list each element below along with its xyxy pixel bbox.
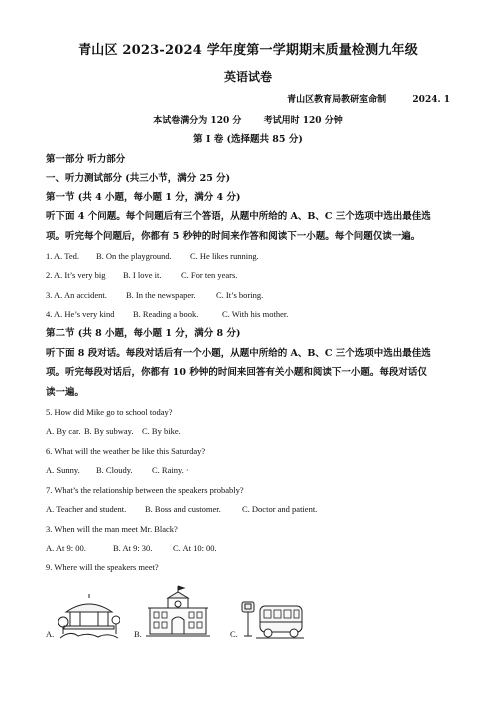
exam-date: 2024. 1 [412,95,450,105]
option-c: C. By bike. [142,426,181,436]
question-6-options [46,466,189,475]
question-8-options [46,544,217,553]
part-title: 第一部分 听力部分 [46,154,126,165]
question-row-4 [46,310,288,319]
question-5-stem: 5. How did Mike go to school today? [46,407,173,417]
issuer-name: 青山区教育局教研室命制 [287,95,387,105]
question-row-2 [46,271,237,280]
section2-instructions-line3: 读一遍。 [46,387,85,398]
section1-heading: 第一节 (共 4 小题，每小题 1 分，满分 4 分) [46,192,241,203]
option-a: 4. A. He’s very kind [46,309,115,319]
option-c: C. At 10: 00. [173,543,217,553]
option-c: C. Rainy. · [152,465,189,475]
option-b: B. At 9: 30. [113,543,153,553]
option-a: 2. A. It’s very big [46,270,106,280]
bus-stop-picture [240,598,306,640]
option-a: A. By car. [46,426,81,436]
option-b: B. Reading a book. [133,309,199,319]
question-6-stem: 6. What will the weather be like this Saturday? [46,446,206,456]
question-row-1 [46,252,259,261]
option-b: B. On the playground. [96,251,172,261]
listening-subtitle: 一、听力测试部分 (共三小节，满分 25 分) [46,173,231,184]
question-row-3 [46,291,263,300]
option-a: A. At 9: 00. [46,543,86,553]
section1-instructions-line2: 项。听完每个问题后，你都有 5 秒钟的时间来作答和阅读下一小题。每个问题仅读一遍。 [46,231,421,242]
question-9-stem: 9. Where will the speakers meet? [46,562,159,572]
question-8-stem: 3. When will the man meet Mr. Black? [46,524,178,534]
exam-title: 青山区 2023-2024 学年度第一学期期末质量检测九年级 [78,43,418,58]
volume-heading: 第 I 卷 (选择题共 85 分) [193,134,303,145]
option-c: C. For ten years. [181,270,238,280]
option-b: B. Boss and customer. [145,504,221,514]
time-info: 考试用时 120 分钟 [263,116,343,126]
question-7-stem: 7. What’s the relationship between the speakers probably? [46,485,244,495]
pavilion-picture [58,592,120,640]
option-a: 1. A. Ted. [46,251,80,261]
exam-subtitle: 英语试卷 [223,70,272,84]
section2-instructions-line2: 项。听完每段对话后，你都有 10 秒钟的时间来回答有关小题和阅读下一小题。每段对话仅 [46,367,427,378]
section2-heading: 第二节 (共 8 小题，每小题 1 分，满分 8 分) [46,328,241,339]
option-b: B. Cloudy. [96,465,133,475]
option-c: C. He likes running. [190,251,259,261]
option-b: B. In the newspaper. [126,290,196,300]
question-7-options [46,505,317,514]
exam-info [0,117,496,126]
score-info: 本试卷满分为 120 分 [153,116,242,126]
option-c: C. It’s boring. [216,290,264,300]
section1-instructions-line1: 听下面 4 个问题。每个问题后有三个答语，从题中所给的 A、B、C 三个选项中选出最佳选 [46,211,431,222]
school-building-picture [146,584,210,638]
option-c: C. With his mother. [222,309,289,319]
section2-instructions-line1: 听下面 8 段对话。每段对话后有一个小题，从题中所给的 A、B、C 三个选项中选出最佳选 [46,348,431,359]
option-c: C. Doctor and patient. [242,504,318,514]
question-5-options [46,427,181,436]
option-c-label: C. [230,629,238,639]
option-a: A. Teacher and student. [46,504,127,514]
issuer-line [287,96,450,105]
option-b: B. By subway. [84,426,134,436]
option-b: B. I love it. [123,270,162,280]
option-b-label: B. [134,629,142,639]
option-a: A. Sunny. [46,465,80,475]
option-a-label: A. [46,629,55,639]
option-a: 3. A. An accident. [46,290,107,300]
